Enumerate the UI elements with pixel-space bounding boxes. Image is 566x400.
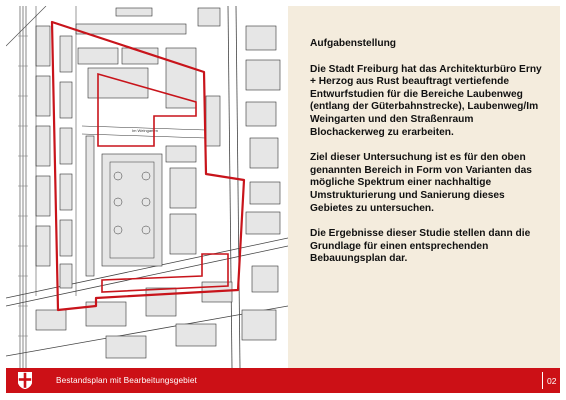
site-plan-drawing bbox=[6, 6, 288, 368]
description-panel bbox=[288, 6, 560, 368]
freiburg-coat-of-arms-icon bbox=[18, 372, 32, 389]
page-number: 02 bbox=[547, 376, 557, 386]
site-plan-map bbox=[6, 6, 288, 368]
footer-bar bbox=[6, 368, 560, 393]
footer-divider bbox=[542, 372, 543, 389]
section-heading: Aufgabenstellung bbox=[310, 38, 397, 49]
paragraph-objective: Ziel dieser Untersuchung ist es für den oben genannten Bereich in Form von Varianten das mögliche Spektrum einer nachhaltige Umstrukturierung und Sanierung dieses Gebietes zu untersuchen. bbox=[310, 152, 532, 214]
map-street-label: Im Weingarten bbox=[132, 128, 158, 133]
paragraph-commission: Die Stadt Freiburg hat das Architekturbüro Erny + Herzog aus Rust beauftragt vertiefende Entwurfstudien für die Bereiche Laubenweg (entlang der Güterbahnstrecke), Laubenweg/Im Weingarten und den Straßenraum Blochackerweg zu erarbeiten. bbox=[310, 63, 542, 138]
description-text bbox=[310, 38, 550, 279]
footer-caption: Bestandsplan mit Bearbeitungsgebiet bbox=[56, 375, 197, 385]
paragraph-results: Die Ergebnisse dieser Studie stellen dann die Grundlage für einen entsprechenden Bebauungsplan dar. bbox=[310, 228, 531, 265]
